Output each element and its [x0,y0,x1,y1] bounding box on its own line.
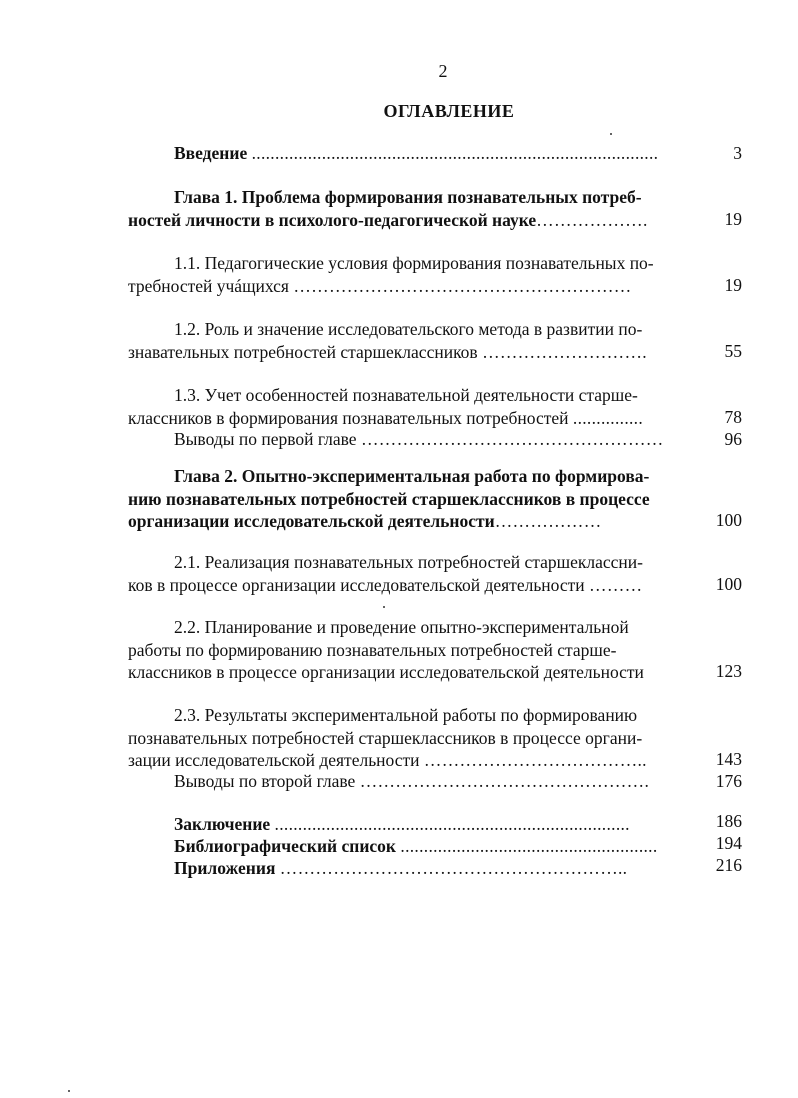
toc-page-number: 186 [715,811,742,831]
toc-entry-line: классников в процессе организации исследовательской деятельности [128,662,644,682]
toc-entry-line: 2.3. Результаты экспериментальной работы по формированию [174,705,638,725]
toc-entry-section-1-3 [128,384,700,429]
toc-entry-label: Выводы по второй главе [174,771,356,791]
toc-entry-section-2-1 [128,551,700,596]
toc-page-number: 96 [724,429,742,449]
scan-speck [610,133,612,135]
toc-entry-introduction [128,142,700,165]
toc-leader-dots: ……… [589,574,643,595]
toc-leader-dots: ............... [572,407,644,428]
toc-leader-dots: ....................................................................................... [251,143,659,163]
toc-entry-line: нию познавательных потребностей старшеклассников в процессе [128,488,650,509]
toc-page-number: 100 [715,574,742,594]
toc-entry-line: организации исследовательской деятельности [128,511,495,531]
toc-entry-label: Библиографический список [174,836,397,856]
toc-page-number: 19 [724,275,742,295]
toc-entry-section-2-3 [128,704,700,772]
toc-entry-line: Глава 2. Опытно-экспериментальная работа по формирова- [174,466,650,486]
toc-page-number: 55 [724,341,742,361]
scan-speck [68,1090,70,1092]
toc-entry-bibliography [128,835,700,858]
page-number: 2 [438,61,448,81]
toc-leader-dots: …………………………………………… [360,429,664,449]
toc-page-number: 176 [715,771,742,791]
toc-entry-label: Приложения [174,858,276,878]
toc-entry-line: Глава 1. Проблема формирования познавательных потреб- [174,187,642,207]
toc-page-number: 19 [724,209,742,229]
toc-entry-line: знавательных потребностей старшеклассников [128,341,478,362]
toc-entry-line: ностей личности в психолого-педагогической науке [128,209,537,230]
toc-entry-line: ков в процессе организации исследовательской деятельности [128,574,585,595]
toc-leader-dots: ………………. [536,209,648,230]
toc-page-number: 216 [715,855,742,875]
toc-entry-line: 2.2. Планирование и проведение опытно-экспериментальной [174,617,629,637]
toc-leader-dots: ……………… [494,511,602,531]
toc-entry-conclusion [128,813,700,836]
toc-page-number: 3 [733,143,742,163]
toc-entry-line: 2.1. Реализация познавательных потребностей старшеклассни- [174,552,643,572]
toc-page-number: 194 [715,833,742,853]
toc-entry-line: 1.3. Учет особенностей познавательной деятельности старше- [174,385,638,405]
toc-leader-dots: ............................................................................ [274,814,630,834]
toc-entry-line: познавательных потребностей старшеклассников в процессе органи- [128,727,643,748]
toc-leader-dots: ……………………………….. [423,750,647,770]
toc-page-number: 78 [724,407,742,427]
toc-entry-line: зации исследовательской деятельности [128,750,420,770]
toc-entry-chapter-1 [128,186,700,231]
toc-entry-appendices [128,857,700,880]
toc-entry-conclusions-2 [128,770,700,793]
toc-entry-line: 1.2. Роль и значение исследовательского метода в развитии по- [174,319,643,339]
toc-entry-chapter-2 [128,465,700,533]
page-title: ОГЛАВЛЕНИЕ [383,101,515,121]
toc-entry-label: Введение [174,143,248,163]
toc-page-number: 123 [715,661,742,681]
toc-page-number: 100 [715,510,742,530]
toc-entry-conclusions-1 [128,428,700,451]
toc-entry-label: Заключение [174,814,271,834]
toc-entry-line: 1.1. Педагогические условия формирования познавательных по- [174,253,654,273]
toc-leader-dots: ....................................................... [400,836,658,856]
toc-leader-dots: ………………………………………………….. [279,858,628,878]
toc-entry-section-1-2 [128,318,700,363]
toc-entry-line: классников в формирования познавательных потребностей [128,407,569,428]
toc-leader-dots: …………………………………………. [359,771,650,791]
toc-entry-section-1-1 [128,252,700,297]
toc-entry-line: работы по формированию познавательных потребностей старше- [128,639,617,660]
toc-entry-line: требностей учáщихся [128,275,289,296]
toc-leader-dots: ………………………………………………… [293,275,632,296]
toc-entry-label: Выводы по первой главе [174,429,357,449]
toc-entry-section-2-2 [128,616,700,684]
scan-speck [383,606,385,608]
toc-leader-dots: ………………………. [482,341,647,362]
toc-page-number: 143 [715,749,742,769]
